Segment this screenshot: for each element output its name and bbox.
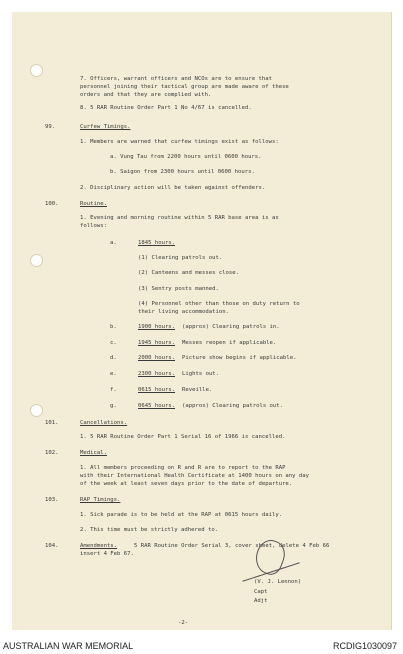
text-line-r1: 1. Evening and morning routine within 5 RAR base area is as <box>80 215 279 221</box>
text-line-ra: a. <box>110 240 117 246</box>
text-line-rb: b. <box>110 324 117 330</box>
text-line-rd: d. <box>110 355 117 361</box>
text-line-rf_t: 0615 hours. <box>138 387 176 393</box>
punch-hole <box>30 404 43 417</box>
text-line-n104: 104. <box>45 543 59 549</box>
text-line-p8: 8. 5 RAR Routine Order Part 1 No 4/67 is cancelled. <box>80 105 252 111</box>
text-line-cb: b. Saigon from 2300 hours until 0600 hours. <box>110 169 255 175</box>
text-line-ra_t: 1845 hours. <box>138 240 176 246</box>
text-line-rg: g. <box>110 403 117 409</box>
text-line-re_t: 2300 hours. <box>138 371 176 377</box>
text-line-h102: Medical. <box>80 450 107 456</box>
text-line-m1b: with their International Health Certificate at 1400 hours on any day <box>80 473 310 479</box>
text-line-p7b: personnel joining their tactical group are made aware of these <box>80 84 289 90</box>
text-line-n99: 99. <box>45 124 56 130</box>
text-line-pg: -2- <box>178 620 189 626</box>
text-line-rb_x: (approx) Clearing patrols in. <box>182 324 280 330</box>
text-line-cc1: 1. 5 RAR Routine Order Part 1 Serial 16 of 1966 is cancelled. <box>80 434 286 440</box>
text-line-r1b: follows: <box>80 223 107 229</box>
text-line-n103: 103. <box>45 497 59 503</box>
text-line-n100: 100. <box>45 201 59 207</box>
text-line-rp1: 1. Sick parade is to be held at the RAP at 0615 hours daily. <box>80 512 283 518</box>
text-line-ca: a. Vung Tau from 2200 hours until 0600 hours. <box>110 154 262 160</box>
text-line-ra1: (1) Clearing patrols out. <box>138 255 223 261</box>
text-line-rg_x: (approx) Clearing patrols out. <box>182 403 284 409</box>
text-line-rg_t: 0645 hours. <box>138 403 176 409</box>
text-line-rf: f. <box>110 387 117 393</box>
text-line-ra3: (3) Sentry posts manned. <box>138 286 219 292</box>
text-line-a1: 5 RAR Routine Order Serial 3, cover sheet, delete 4 Feb 66 <box>134 543 330 549</box>
text-line-rf_x: Reveille. <box>182 387 213 393</box>
text-line-sig1: (V. J. Lennon) <box>254 579 302 585</box>
text-line-sig3: Adjt <box>254 598 268 604</box>
text-line-rc_x: Messes reopen if applicable. <box>182 340 277 346</box>
text-line-rp2: 2. This time must be strictly adhered to. <box>80 527 219 533</box>
text-line-rd_x: Picture show begins if applicable. <box>182 355 297 361</box>
archive-footer <box>0 637 403 654</box>
text-line-ra2: (2) Canteens and messes close. <box>138 270 240 276</box>
text-line-h104: Amendments. <box>80 543 118 549</box>
text-line-ra4: (4) Personnel other than those on duty return to <box>138 301 300 307</box>
text-line-rd_t: 2000 hours. <box>138 355 176 361</box>
punch-hole <box>30 64 43 77</box>
text-line-re_x: Lights out. <box>182 371 220 377</box>
text-line-h99: Curfew Timings. <box>80 124 131 130</box>
text-line-h103: RAP Timings. <box>80 497 121 503</box>
text-line-re: e. <box>110 371 117 377</box>
text-line-rc_t: 1945 hours. <box>138 340 176 346</box>
text-line-p7c: orders and that they are complied with. <box>80 92 212 98</box>
text-line-rc: c. <box>110 340 117 346</box>
text-line-m1: 1. All members proceeding on R and R are to report to the RAP <box>80 465 286 471</box>
text-line-a1b: insert 4 Feb 67. <box>80 551 134 557</box>
text-line-c1: 1. Members are warned that curfew timings exist as follows: <box>80 139 279 145</box>
text-line-c2: 2. Disciplinary action will be taken against offenders. <box>80 185 266 191</box>
text-line-rb_t: 1900 hours. <box>138 324 176 330</box>
punch-hole <box>30 254 43 267</box>
text-line-p7: 7. Officers, warrant officers and NCOs are to ensure that <box>80 76 272 82</box>
text-line-h100: Routine. <box>80 201 107 207</box>
footer-record-id: RCDIG1030097 <box>332 641 397 651</box>
text-line-h101: Cancellations. <box>80 420 128 426</box>
footer-archive-name: AUSTRALIAN WAR MEMORIAL <box>3 641 134 651</box>
text-line-n102: 102. <box>45 450 59 456</box>
text-line-n101: 101. <box>45 420 59 426</box>
text-line-m1c: of the week at least seven days prior to the date of departure. <box>80 481 293 487</box>
text-line-sig2: Capt <box>254 589 268 595</box>
text-line-ra4b: their living accommodation. <box>138 309 229 315</box>
